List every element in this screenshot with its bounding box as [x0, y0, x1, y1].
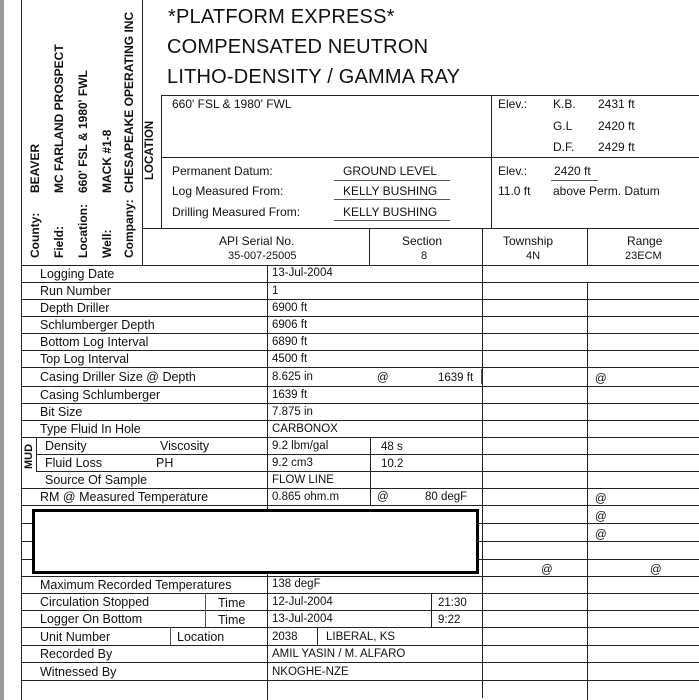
viscosity-value: 48 s: [381, 441, 403, 453]
gl-value: 2420 ft: [598, 119, 635, 133]
max-temp-label: Maximum Recorded Temperatures: [40, 578, 232, 592]
township-range-divider: [587, 228, 588, 265]
range-label: Range: [627, 234, 663, 248]
kb-label: K.B.: [553, 97, 576, 111]
circ-date: 12-Jul-2004: [272, 596, 333, 608]
df-label: D.F.: [553, 140, 575, 154]
source-label: Source Of Sample: [45, 473, 148, 487]
company-value: CHESAPEAKE OPERATING INC: [122, 11, 136, 193]
drilling-measured-value: KELLY BUSHING: [343, 205, 438, 219]
drilling-measured-label: Drilling Measured From:: [172, 205, 301, 219]
source-value: FLOW LINE: [272, 474, 334, 486]
row-label: Casing Schlumberger: [40, 388, 161, 402]
row-label: Type Fluid In Hole: [40, 422, 141, 436]
row-line-6: [21, 367, 699, 368]
density-label: Density: [45, 439, 87, 453]
row-line-3: [21, 316, 699, 317]
location-value: 660' FSL & 1980' FWL: [76, 70, 90, 193]
well-value: MACK #1-8: [100, 129, 114, 193]
scan-edge: [0, 0, 4, 700]
title-line-3: LITHO-DENSITY / GAMMA RAY: [167, 66, 461, 88]
api-value: 35-007-25005: [228, 250, 297, 262]
circ-time-label: Time: [218, 596, 246, 610]
field-value: MC FARLAND PROSPECT: [52, 44, 66, 193]
logger-time-label: Time: [218, 613, 246, 627]
witnessed-label: Witnessed By: [40, 665, 117, 679]
row-line-20: [21, 610, 699, 611]
location-bottom-line: [161, 157, 699, 158]
row-label: Top Log Interval: [40, 352, 129, 366]
section-label: Section: [402, 234, 443, 248]
above-text: above Perm. Datum: [553, 184, 660, 198]
row-line-7: [21, 386, 699, 387]
right-at-mark: @: [541, 564, 553, 576]
rm-value: 0.865 ohm.m: [272, 491, 340, 503]
row-value: 1639 ft: [272, 389, 308, 401]
location-box-label: LOCATION: [144, 120, 156, 180]
row-line-18: [21, 576, 699, 577]
company-label: Company:: [122, 199, 136, 258]
gl-label: G.L: [553, 119, 573, 133]
right-column-divider: [587, 282, 588, 700]
permanent-datum-label: Permanent Datum:: [172, 164, 273, 178]
mud-side-label: MUD: [23, 443, 35, 469]
permanent-datum-value: GROUND LEVEL: [343, 164, 438, 178]
label-value-divider: [267, 265, 268, 700]
unit-label: Unit Number: [40, 630, 111, 644]
range-value: 23ECM: [625, 250, 662, 262]
row-value: 6900 ft: [272, 302, 308, 314]
datum-elev-label: Elev.:: [498, 164, 528, 178]
row-line-5: [21, 350, 699, 351]
row-value: 8.625 in: [272, 371, 313, 383]
row-label: Casing Driller Size @ Depth: [40, 370, 196, 384]
datum-elev-value: 2420 ft: [554, 164, 591, 178]
api-label: API Serial No.: [219, 234, 295, 248]
recorded-value: AMIL YASIN / M. ALFARO: [272, 648, 406, 660]
above-value: 11.0 ft: [498, 184, 531, 198]
recorded-label: Recorded By: [40, 647, 113, 661]
row-line-9: [21, 420, 699, 421]
county-label: County:: [28, 212, 42, 258]
row-value: 7.875 in: [272, 406, 313, 418]
mud-box-right: [36, 437, 37, 471]
unit-value: 2038: [272, 631, 298, 643]
title-line-2: COMPENSATED NEUTRON: [167, 36, 429, 58]
row-label: Bit Size: [40, 405, 83, 419]
row-value: 6890 ft: [272, 336, 308, 348]
rm-label: RM @ Measured Temperature: [40, 490, 209, 504]
row-line-10: [21, 437, 699, 438]
fluid-loss-value: 9.2 cm3: [272, 457, 313, 469]
row-label: Depth Driller: [40, 301, 110, 315]
title-bottom-line: [161, 95, 699, 96]
kb-value: 2431 ft: [598, 97, 635, 111]
log-measured-value: KELLY BUSHING: [343, 184, 438, 198]
section-value: 8: [421, 250, 428, 262]
row-line-2: [21, 299, 699, 300]
row-line-13: [21, 488, 699, 489]
row-line-11: [36, 454, 699, 455]
datum-elev-underline: [551, 180, 598, 181]
logger-date: 13-Jul-2004: [272, 613, 333, 625]
unit-location-divider: [170, 627, 171, 645]
df-value: 2429 ft: [598, 140, 635, 154]
api-section-divider: [369, 228, 370, 265]
row-value: 6906 ft: [272, 319, 308, 331]
logger-label: Logger On Bottom: [40, 612, 143, 626]
well-info-divider: [142, 0, 143, 265]
row-line-21: [21, 627, 699, 628]
township-value: 4N: [526, 250, 541, 262]
casing-depth: 1639 ft: [438, 372, 474, 384]
row-label: Run Number: [40, 284, 111, 298]
casing-depth-tick: [481, 369, 482, 384]
row-label: Logging Date: [40, 267, 115, 281]
row-line-22: [21, 645, 699, 646]
row-value: 13-Jul-2004: [272, 267, 333, 279]
unit-location-label: Location: [177, 630, 225, 644]
rm-temp: 80 degF: [425, 491, 468, 503]
casing-at-symbol-2: @: [595, 373, 607, 385]
row-line-8: [21, 403, 699, 404]
time-label-divider: [205, 593, 206, 627]
ids-bottom-line: [21, 265, 699, 266]
elevation-divider: [491, 95, 492, 228]
right-at-mark: @: [595, 493, 607, 505]
row-line-12: [36, 471, 699, 472]
row-line-23: [21, 662, 699, 663]
township-label: Township: [503, 234, 554, 248]
logger-time: 9:22: [438, 614, 461, 626]
drilling-measured-underline: [334, 220, 450, 221]
datum-bottom-line: [142, 228, 699, 229]
row-label: Schlumberger Depth: [40, 318, 155, 332]
casing-at-symbol: @: [377, 372, 389, 384]
circ-time: 21:30: [438, 597, 467, 609]
right-at-mark: @: [595, 511, 607, 523]
log-measured-label: Log Measured From:: [172, 184, 284, 198]
viscosity-label: Viscosity: [160, 439, 210, 453]
log-measured-underline: [334, 199, 450, 200]
unit-location-value: LIBERAL, KS: [326, 631, 396, 643]
row-value: 4500 ft: [272, 353, 308, 365]
fluid-loss-label: Fluid Loss: [45, 456, 102, 470]
row-label: Bottom Log Interval: [40, 335, 149, 349]
rm-at-symbol: @: [377, 491, 389, 503]
max-temp-value: 138 degF: [272, 578, 321, 590]
row-line-19: [21, 593, 699, 594]
permanent-datum-underline: [334, 180, 450, 181]
witnessed-value: NKOGHE-NZE: [272, 666, 349, 678]
row-line-4: [21, 333, 699, 334]
density-value: 9.2 lbm/gal: [272, 440, 329, 452]
row-value: 1: [272, 285, 279, 297]
ph-label: PH: [156, 456, 174, 470]
field-label: Field:: [52, 226, 66, 258]
elev-label: Elev.:: [498, 97, 528, 111]
redaction-box: [32, 509, 479, 574]
well-label: Well:: [100, 229, 114, 258]
row-line-24: [21, 680, 699, 681]
row-line-1: [21, 282, 699, 283]
location-label: Location:: [76, 204, 90, 258]
row-value: CARBONOX: [272, 423, 338, 435]
right-at-mark: @: [650, 564, 662, 576]
location-box-text: 660' FSL & 1980' FWL: [172, 97, 292, 111]
title-line-1: *PLATFORM EXPRESS*: [168, 6, 395, 28]
circ-label: Circulation Stopped: [40, 595, 150, 609]
location-box-divider: [161, 95, 162, 228]
right-at-mark: @: [595, 529, 607, 541]
county-value: BEAVER: [28, 143, 42, 193]
unit-divider: [317, 627, 318, 645]
ph-value: 10.2: [381, 458, 404, 470]
